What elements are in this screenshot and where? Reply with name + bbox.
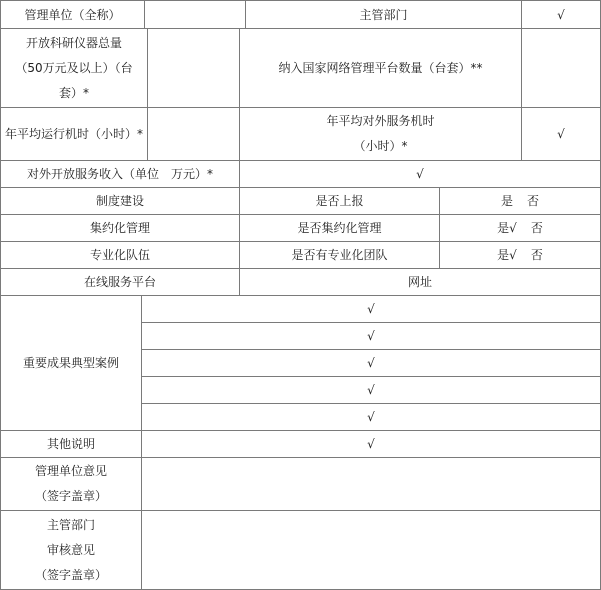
reported-answer[interactable] bbox=[439, 187, 601, 215]
intensive-question-text: 是否集约化管理 bbox=[297, 221, 382, 235]
external-service-hours-check[interactable] bbox=[521, 107, 601, 161]
other-notes-label-text: 其他说明 bbox=[46, 437, 95, 451]
mgmt-opinion-line-1: 管理单位意见 bbox=[34, 464, 107, 478]
platform-count-value[interactable] bbox=[521, 28, 601, 108]
reported-question bbox=[239, 187, 440, 215]
check-mark: √ bbox=[557, 127, 565, 141]
competent-dept-label bbox=[245, 0, 522, 29]
instrument-total-line-2: （50万元及以上）（台 bbox=[15, 60, 133, 75]
team-question-text: 是否有专业化团队 bbox=[291, 248, 388, 262]
check-mark: √ bbox=[367, 410, 375, 424]
external-service-hours-label bbox=[239, 107, 522, 161]
dept-opinion-value[interactable] bbox=[141, 510, 601, 590]
competent-dept-check[interactable] bbox=[521, 0, 601, 29]
external-service-hours-line-2: （小时）* bbox=[353, 139, 408, 153]
cases-label bbox=[0, 295, 142, 431]
intensive-management-label-text: 集约化管理 bbox=[89, 221, 150, 235]
mgmt-opinion-value[interactable] bbox=[141, 457, 601, 511]
url-label: 网址 bbox=[407, 275, 432, 289]
case-row[interactable] bbox=[141, 322, 601, 350]
platform-count-label bbox=[239, 28, 522, 108]
platform-count-label-text: 纳入国家网络管理平台数量（台套）** bbox=[278, 61, 483, 75]
annual-runtime-value[interactable] bbox=[147, 107, 240, 161]
instrument-total-label bbox=[0, 28, 148, 108]
mgmt-opinion-label bbox=[0, 457, 142, 511]
yes-option[interactable]: 是√ bbox=[497, 248, 517, 262]
service-income-value[interactable] bbox=[239, 160, 601, 188]
other-notes-value[interactable] bbox=[141, 430, 601, 458]
dept-opinion-line-2: 审核意见 bbox=[46, 542, 95, 557]
check-mark: √ bbox=[367, 302, 375, 316]
check-mark: √ bbox=[367, 437, 375, 451]
yes-option[interactable]: 是√ bbox=[497, 221, 517, 235]
instrument-total-line-1: 开放科研仪器总量 bbox=[25, 35, 122, 50]
system-construction-label-text: 制度建设 bbox=[95, 194, 144, 208]
online-platform-label-text: 在线服务平台 bbox=[83, 275, 156, 289]
case-row[interactable] bbox=[141, 349, 601, 377]
check-mark: √ bbox=[367, 383, 375, 397]
mgmt-opinion-line-2: （签字盖章） bbox=[34, 489, 107, 503]
dept-opinion-line-3: （签字盖章） bbox=[34, 567, 107, 582]
no-option[interactable]: 否 bbox=[527, 194, 540, 208]
team-answer[interactable] bbox=[439, 241, 601, 269]
online-platform-label bbox=[0, 268, 240, 296]
dept-opinion-line-1: 主管部门 bbox=[46, 517, 95, 532]
management-unit-label-text: 管理单位（全称） bbox=[24, 7, 121, 22]
intensive-question bbox=[239, 214, 440, 242]
no-option[interactable]: 否 bbox=[530, 248, 543, 262]
check-mark: √ bbox=[557, 7, 565, 22]
yes-option[interactable]: 是 bbox=[500, 194, 513, 208]
dept-opinion-label bbox=[0, 510, 142, 590]
no-option[interactable]: 否 bbox=[530, 221, 543, 235]
annual-runtime-label bbox=[0, 107, 148, 161]
reported-question-text: 是否上报 bbox=[315, 194, 364, 208]
professional-team-label-text: 专业化队伍 bbox=[89, 248, 150, 262]
check-mark: √ bbox=[416, 167, 424, 181]
instrument-total-value[interactable] bbox=[147, 28, 240, 108]
service-income-label-text: 对外开放服务收入（单位 万元）* bbox=[26, 167, 213, 181]
management-unit-label bbox=[0, 0, 145, 29]
case-row[interactable] bbox=[141, 403, 601, 431]
annual-runtime-label-text: 年平均运行机时（小时）* bbox=[4, 127, 143, 141]
service-income-label bbox=[0, 160, 240, 188]
external-service-hours-line-1: 年平均对外服务机时 bbox=[326, 114, 435, 128]
intensive-management-label bbox=[0, 214, 240, 242]
team-question bbox=[239, 241, 440, 269]
case-row[interactable] bbox=[141, 295, 601, 323]
professional-team-label bbox=[0, 241, 240, 269]
management-unit-value[interactable] bbox=[144, 0, 246, 29]
system-construction-label bbox=[0, 187, 240, 215]
intensive-answer[interactable] bbox=[439, 214, 601, 242]
url-field[interactable] bbox=[239, 268, 601, 296]
instrument-total-line-3: 套）* bbox=[58, 85, 89, 100]
cases-label-text: 重要成果典型案例 bbox=[22, 356, 119, 370]
competent-dept-label-text: 主管部门 bbox=[359, 7, 408, 22]
case-row[interactable] bbox=[141, 376, 601, 404]
other-notes-label bbox=[0, 430, 142, 458]
check-mark: √ bbox=[367, 356, 375, 370]
check-mark: √ bbox=[367, 329, 375, 343]
